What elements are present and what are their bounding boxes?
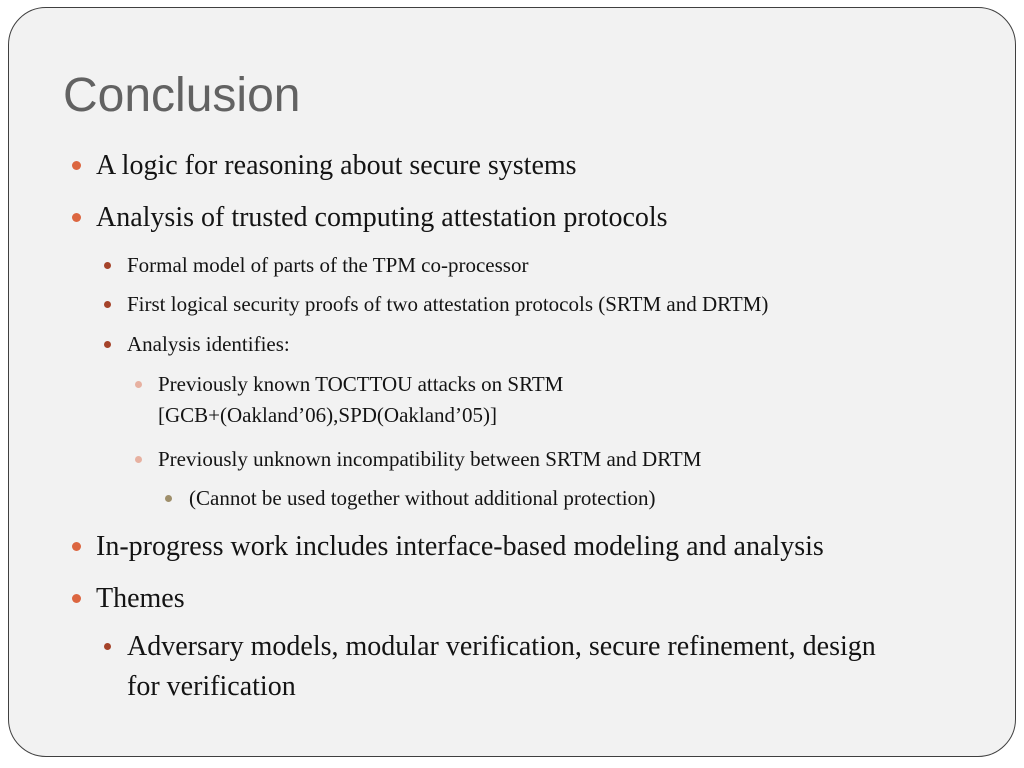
bullet-text-line: [GCB+(Oakland’06),SPD(Oakland’05)] — [158, 403, 498, 427]
bullet-text: In-progress work includes interface-based modeling and analysis — [96, 531, 824, 562]
bullet-text: (Cannot be used together without additional protection) — [189, 486, 656, 510]
bullet-dot-level2 — [104, 301, 111, 308]
bullet-text: Themes — [96, 583, 185, 614]
bullet-dot-level1 — [72, 161, 81, 170]
bullet-dot-level2 — [104, 262, 111, 269]
bullet-text-line: Adversary models, modular verification, secure refinement, design — [127, 631, 876, 662]
bullet-text — [127, 627, 876, 707]
bullet-text — [158, 369, 563, 431]
slide-title: Conclusion — [63, 69, 301, 122]
bullet-dot-level2 — [104, 341, 111, 348]
bullet-text: First logical security proofs of two attestation protocols (SRTM and DRTM) — [127, 292, 769, 316]
bullet-dot-level1 — [72, 213, 81, 222]
bullet-dot-level1 — [72, 594, 81, 603]
bullet-text: Analysis identifies: — [127, 332, 290, 356]
bullet-text: Analysis of trusted computing attestation protocols — [96, 202, 668, 233]
bullet-dot-level2 — [104, 643, 111, 650]
slide-frame — [8, 7, 1016, 757]
bullet-dot-level4 — [165, 495, 172, 502]
bullet-text: Formal model of parts of the TPM co-processor — [127, 253, 529, 277]
bullet-dot-level3 — [135, 381, 142, 388]
bullet-dot-level3 — [135, 456, 142, 463]
bullet-text: Previously unknown incompatibility between SRTM and DRTM — [158, 447, 702, 471]
bullet-text-line: Previously known TOCTTOU attacks on SRTM — [158, 372, 564, 396]
bullet-text-line: for verification — [127, 671, 296, 702]
bullet-dot-level1 — [72, 542, 81, 551]
bullet-text: A logic for reasoning about secure systems — [96, 150, 577, 181]
